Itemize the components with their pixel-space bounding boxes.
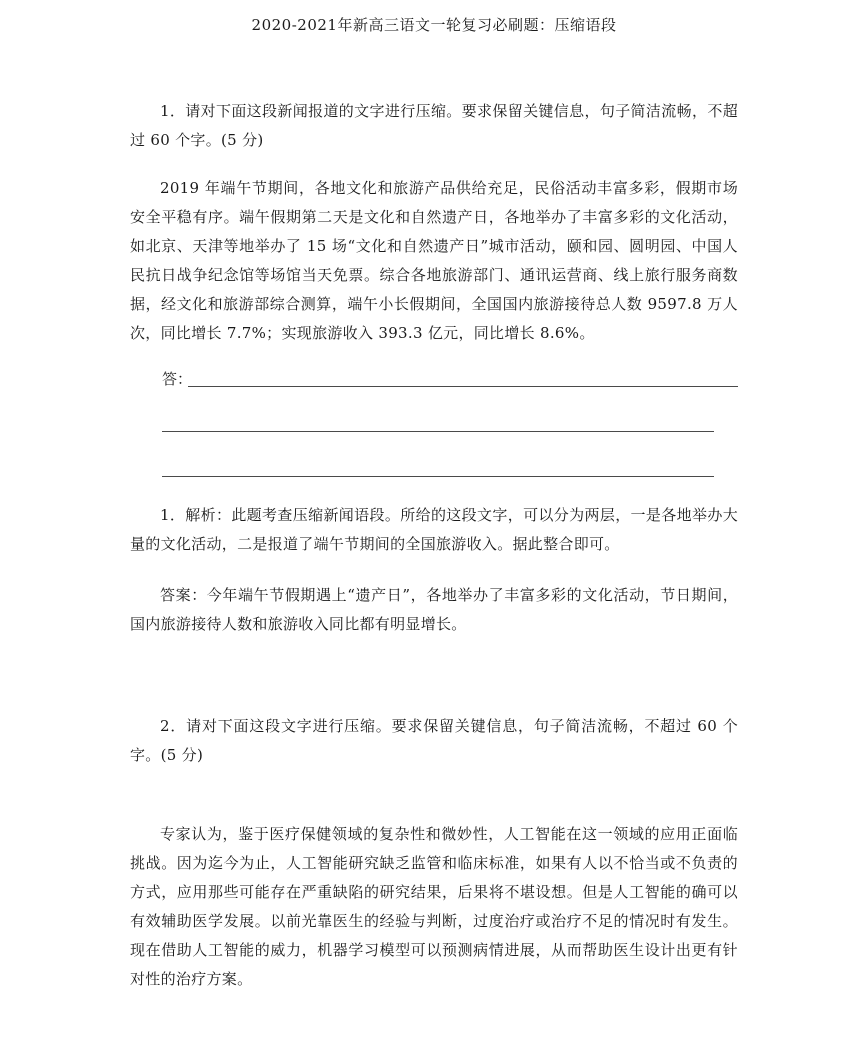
question-1-passage [130,174,738,348]
answer-line-1[interactable] [188,386,738,387]
question-1-prompt [130,97,738,155]
answer-label: 答： [162,370,193,388]
question-1-answer-text: 答案：今年端午节假期遇上“遗产日”，各地举办了丰富多彩的文化活动，节日期间，国内旅游接待人数和旅游收入同比都有明显增长。 [130,586,738,633]
question-2-passage [130,820,738,994]
question-1-prompt-text: 1．请对下面这段新闻报道的文字进行压缩。要求保留关键信息，句子简洁流畅，不超过 60 个字。(5 分) [130,102,738,149]
question-2-prompt [130,712,738,770]
question-1-analysis [130,501,738,559]
question-2-passage-text: 专家认为，鉴于医疗保健领域的复杂性和微妙性，人工智能在这一领域的应用正面临挑战。因为迄今为止，人工智能研究缺乏监管和临床标准，如果有人以不恰当或不负责的方式，应用那些可能存在严重缺陷的研究结果，后果将不堪设想。但是人工智能的确可以有效辅助医学发展。以前光靠医生的经验与判断，过度治疗或治疗不足的情况时有发生。现在借助人工智能的威力，机器学习模型可以预测病情进展，从而帮助医生设计出更有针对性的治疗方案。 [130,825,738,988]
question-1-analysis-text: 1．解析：此题考查压缩新闻语段。所给的这段文字，可以分为两层，一是各地举办大量的文化活动，二是报道了端午节期间的全国旅游收入。据此整合即可。 [130,506,738,553]
question-2-prompt-text: 2．请对下面这段文字进行压缩。要求保留关键信息，句子简洁流畅，不超过 60 个字。(5 分) [130,717,738,764]
answer-line-3[interactable] [162,476,714,477]
answer-line-2[interactable] [162,431,714,432]
question-1-answer [130,581,738,639]
question-1-passage-text: 2019 年端午节期间，各地文化和旅游产品供给充足，民俗活动丰富多彩，假期市场安全平稳有序。端午假期第二天是文化和自然遗产日，各地举办了丰富多彩的文化活动，如北京、天津等地举办了 15 场“文化和自然遗产日”城市活动，颐和园、圆明园、中国人民抗日战争纪念馆等场馆当天免票。综合各地旅游部门、通讯运营商、线上旅行服务商数据，经文化和旅游部综合测算，端午小长假期间，全国国内旅游接待总人数 9597.8 万人次，同比增长 7.7%；实现旅游收入 393.3 亿元，同比增长 8.6%。 [130,179,738,342]
page-header: 2020-2021年新高三语文一轮复习必刷题：压缩语段 [251,16,617,34]
